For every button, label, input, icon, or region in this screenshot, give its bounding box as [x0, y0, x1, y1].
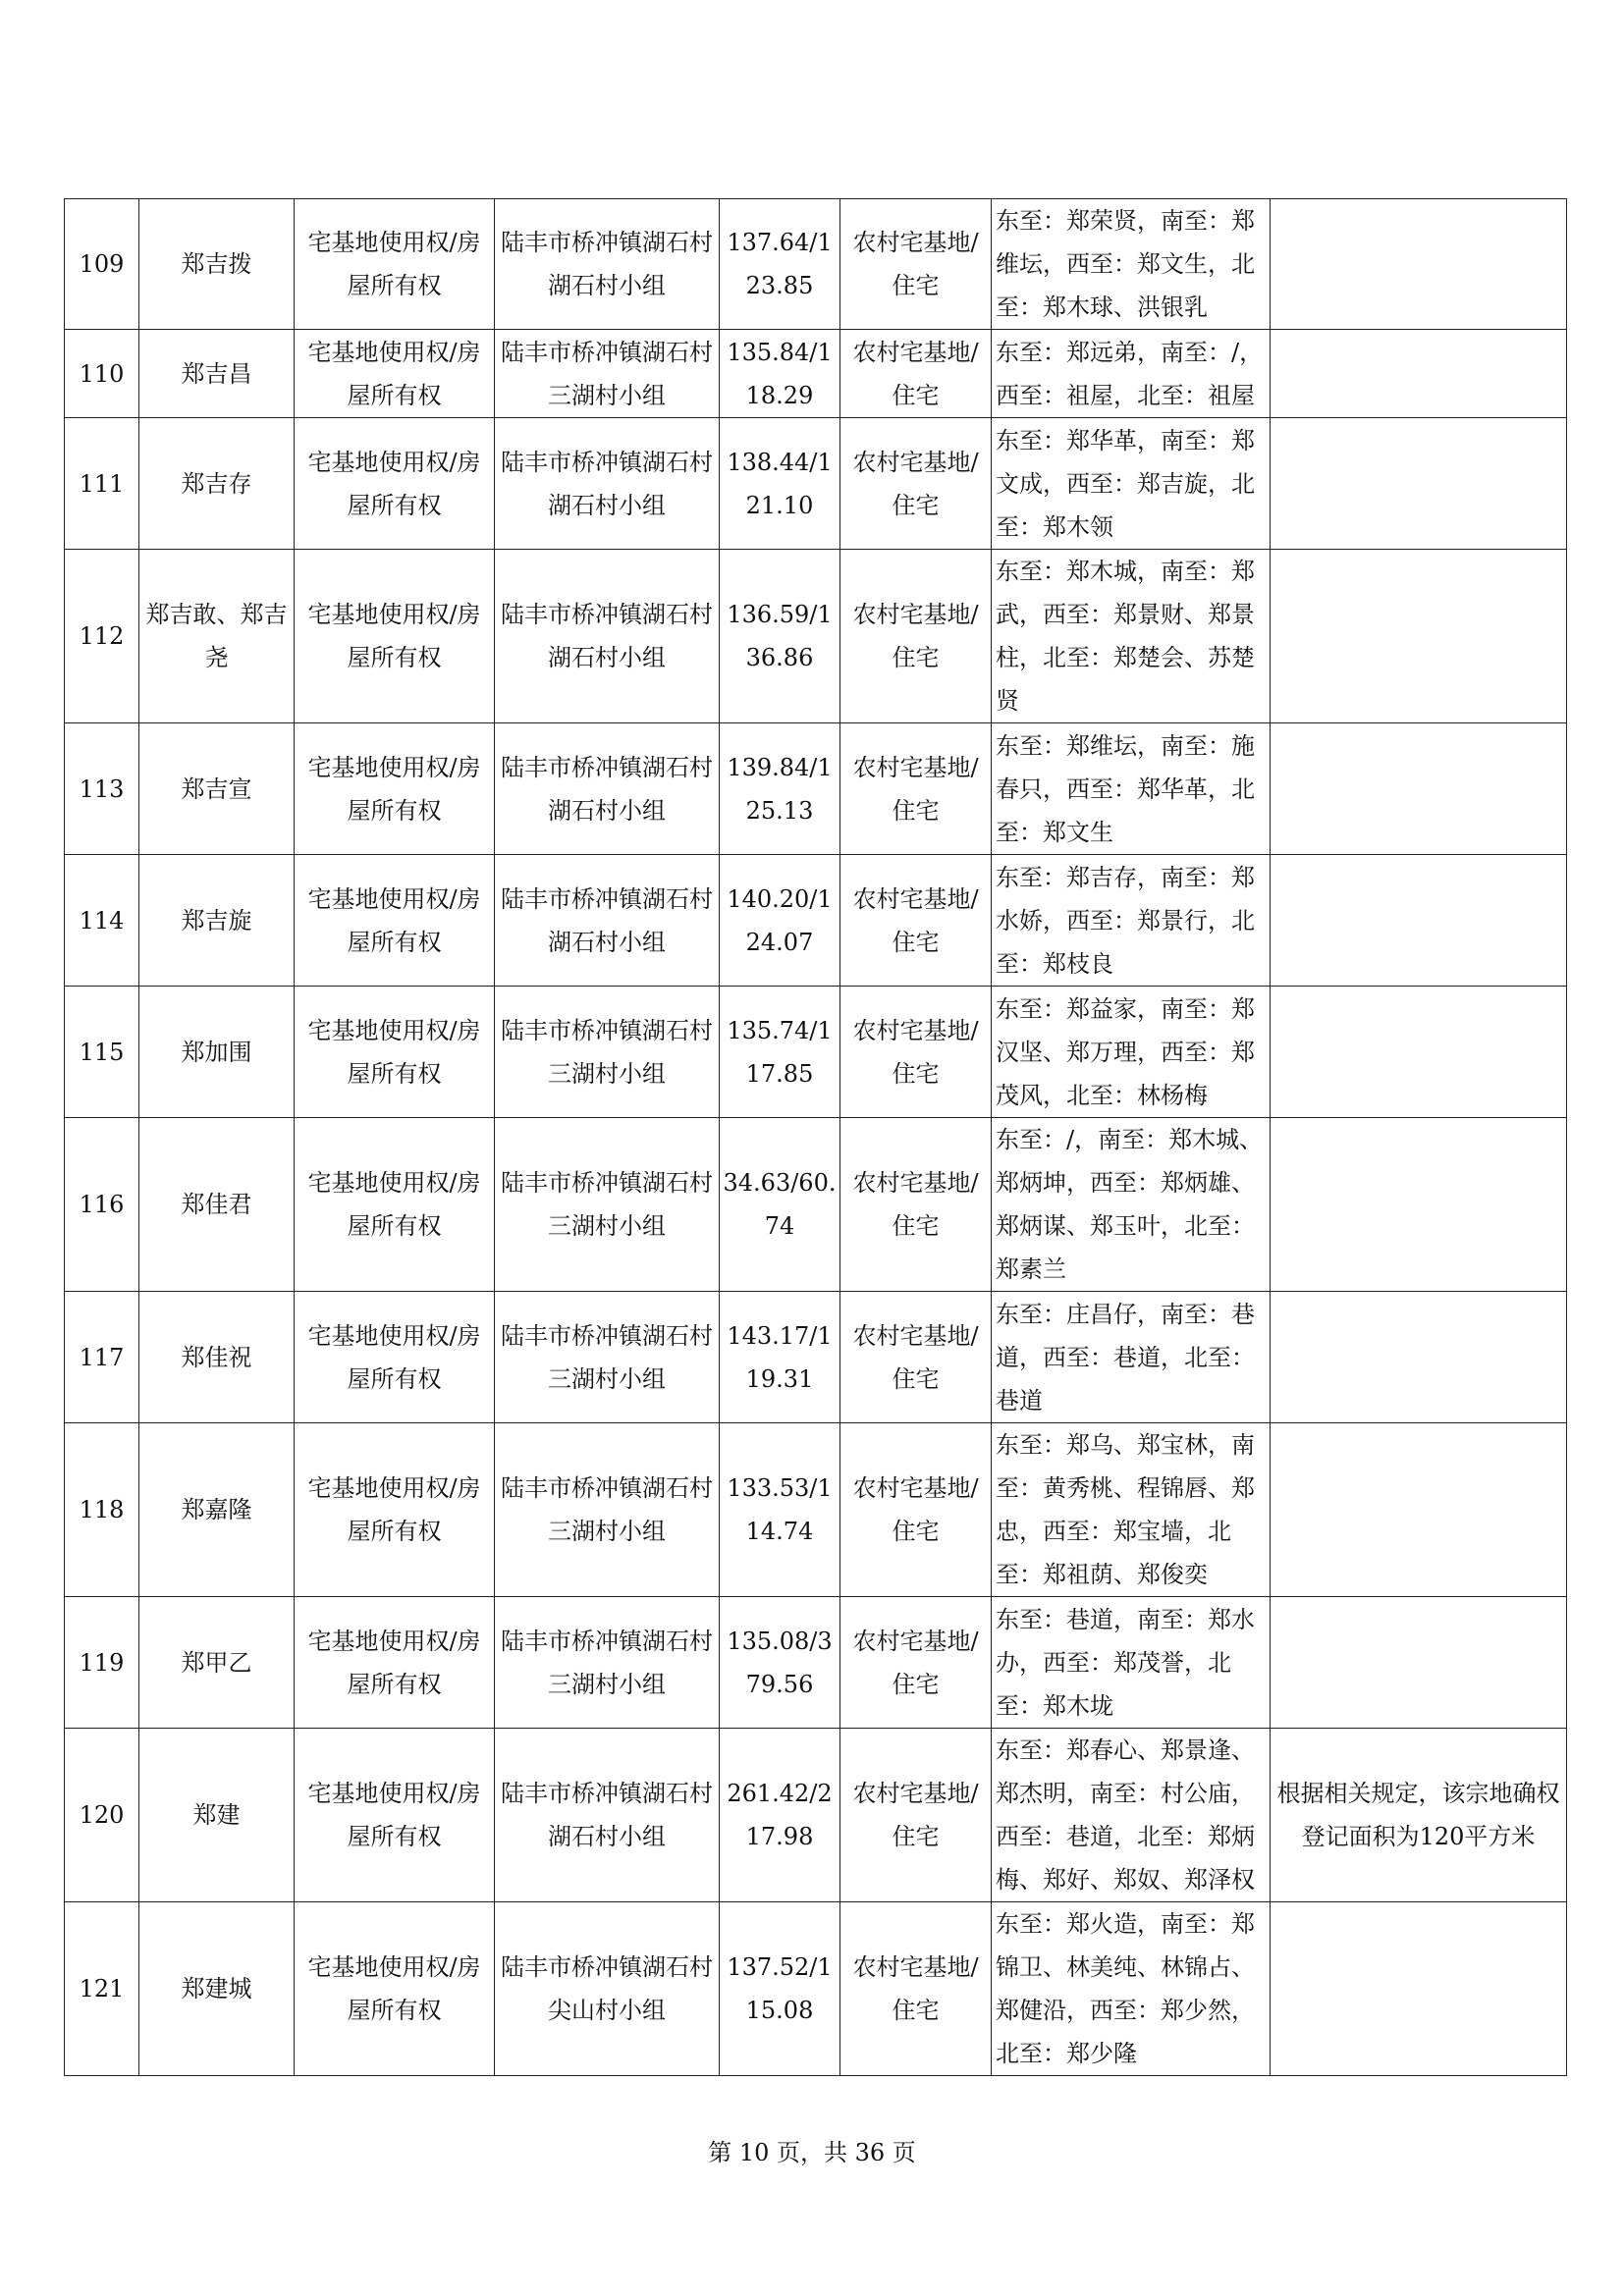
- row-number-cell: 109: [65, 199, 139, 330]
- remark-cell: [1271, 987, 1567, 1118]
- area-value-cell: 137.64/123.85: [720, 199, 840, 330]
- land-location-cell: 陆丰市桥冲镇湖石村湖石村小组: [495, 550, 720, 723]
- remark-cell: [1271, 199, 1567, 330]
- row-number-cell: 111: [65, 418, 139, 550]
- right-type-cell: 宅基地使用权/房屋所有权: [295, 987, 495, 1118]
- right-type-cell: 宅基地使用权/房屋所有权: [295, 199, 495, 330]
- table-row: [65, 1902, 1567, 2076]
- row-number-cell: 118: [65, 1423, 139, 1597]
- table-row: [65, 1423, 1567, 1597]
- owner-name-cell: 郑佳君: [139, 1118, 295, 1292]
- table-row: [65, 1292, 1567, 1423]
- land-location-cell: 陆丰市桥冲镇湖石村湖石村小组: [495, 418, 720, 550]
- row-number-cell: 119: [65, 1597, 139, 1729]
- area-value-cell: 135.84/118.29: [720, 330, 840, 418]
- table-row: [65, 1729, 1567, 1902]
- land-location-cell: 陆丰市桥冲镇湖石村三湖村小组: [495, 1597, 720, 1729]
- area-value-cell: 137.52/115.08: [720, 1902, 840, 2076]
- area-value-cell: 138.44/121.10: [720, 418, 840, 550]
- land-location-cell: 陆丰市桥冲镇湖石村湖石村小组: [495, 855, 720, 987]
- table-row: [65, 550, 1567, 723]
- owner-name-cell: 郑吉拨: [139, 199, 295, 330]
- area-value-cell: 261.42/217.98: [720, 1729, 840, 1902]
- boundaries-cell: 东至：庄昌仔，南至：巷道，西至：巷道，北至：巷道: [992, 1292, 1271, 1423]
- remark-cell: [1271, 1902, 1567, 2076]
- row-number-cell: 112: [65, 550, 139, 723]
- page-footer: 第 10 页，共 36 页: [708, 2139, 916, 2166]
- table-row: [65, 987, 1567, 1118]
- land-usage-cell: 农村宅基地/住宅: [840, 330, 992, 418]
- right-type-cell: 宅基地使用权/房屋所有权: [295, 1597, 495, 1729]
- owner-name-cell: 郑吉宣: [139, 723, 295, 855]
- area-value-cell: 143.17/119.31: [720, 1292, 840, 1423]
- land-location-cell: 陆丰市桥冲镇湖石村三湖村小组: [495, 1292, 720, 1423]
- right-type-cell: 宅基地使用权/房屋所有权: [295, 1292, 495, 1423]
- owner-name-cell: 郑嘉隆: [139, 1423, 295, 1597]
- owner-name-cell: 郑加围: [139, 987, 295, 1118]
- right-type-cell: 宅基地使用权/房屋所有权: [295, 723, 495, 855]
- owner-name-cell: 郑甲乙: [139, 1597, 295, 1729]
- row-number-cell: 113: [65, 723, 139, 855]
- remark-cell: [1271, 723, 1567, 855]
- right-type-cell: 宅基地使用权/房屋所有权: [295, 1729, 495, 1902]
- area-value-cell: 135.74/117.85: [720, 987, 840, 1118]
- owner-name-cell: 郑建: [139, 1729, 295, 1902]
- right-type-cell: 宅基地使用权/房屋所有权: [295, 330, 495, 418]
- row-number-cell: 110: [65, 330, 139, 418]
- remark-cell: [1271, 1597, 1567, 1729]
- owner-name-cell: 郑建城: [139, 1902, 295, 2076]
- right-type-cell: 宅基地使用权/房屋所有权: [295, 1423, 495, 1597]
- land-location-cell: 陆丰市桥冲镇湖石村三湖村小组: [495, 1118, 720, 1292]
- table-row: [65, 1118, 1567, 1292]
- boundaries-cell: 东至：郑华革，南至：郑文成，西至：郑吉旋，北至：郑木领: [992, 418, 1271, 550]
- right-type-cell: 宅基地使用权/房屋所有权: [295, 1902, 495, 2076]
- land-usage-cell: 农村宅基地/住宅: [840, 987, 992, 1118]
- right-type-cell: 宅基地使用权/房屋所有权: [295, 1118, 495, 1292]
- owner-name-cell: 郑佳祝: [139, 1292, 295, 1423]
- area-value-cell: 136.59/136.86: [720, 550, 840, 723]
- boundaries-cell: 东至：巷道，南至：郑水办，西至：郑茂誉，北至：郑木垅: [992, 1597, 1271, 1729]
- boundaries-cell: 东至：郑远弟，南至：/，西至：祖屋，北至：祖屋: [992, 330, 1271, 418]
- owner-name-cell: 郑吉存: [139, 418, 295, 550]
- area-value-cell: 140.20/124.07: [720, 855, 840, 987]
- land-usage-cell: 农村宅基地/住宅: [840, 1902, 992, 2076]
- area-value-cell: 34.63/60.74: [720, 1118, 840, 1292]
- boundaries-cell: 东至：郑春心、郑景逢、郑杰明，南至：村公庙，西至：巷道，北至：郑炳梅、郑好、郑奴、郑泽权: [992, 1729, 1271, 1902]
- land-rights-table: [64, 198, 1567, 2076]
- row-number-cell: 121: [65, 1902, 139, 2076]
- owner-name-cell: 郑吉敢、郑吉尧: [139, 550, 295, 723]
- land-usage-cell: 农村宅基地/住宅: [840, 1729, 992, 1902]
- boundaries-cell: 东至：郑木城，南至：郑武，西至：郑景财、郑景柱，北至：郑楚会、苏楚贤: [992, 550, 1271, 723]
- land-usage-cell: 农村宅基地/住宅: [840, 418, 992, 550]
- remark-cell: [1271, 1423, 1567, 1597]
- area-value-cell: 135.08/379.56: [720, 1597, 840, 1729]
- area-value-cell: 133.53/114.74: [720, 1423, 840, 1597]
- land-location-cell: 陆丰市桥冲镇湖石村三湖村小组: [495, 1423, 720, 1597]
- table-body: [65, 199, 1567, 2076]
- land-location-cell: 陆丰市桥冲镇湖石村尖山村小组: [495, 1902, 720, 2076]
- row-number-cell: 120: [65, 1729, 139, 1902]
- land-usage-cell: 农村宅基地/住宅: [840, 1118, 992, 1292]
- right-type-cell: 宅基地使用权/房屋所有权: [295, 855, 495, 987]
- table-row: [65, 330, 1567, 418]
- land-usage-cell: 农村宅基地/住宅: [840, 723, 992, 855]
- remark-cell: [1271, 330, 1567, 418]
- land-usage-cell: 农村宅基地/住宅: [840, 199, 992, 330]
- remark-cell: [1271, 550, 1567, 723]
- right-type-cell: 宅基地使用权/房屋所有权: [295, 418, 495, 550]
- right-type-cell: 宅基地使用权/房屋所有权: [295, 550, 495, 723]
- owner-name-cell: 郑吉旋: [139, 855, 295, 987]
- land-usage-cell: 农村宅基地/住宅: [840, 855, 992, 987]
- table-row: [65, 855, 1567, 987]
- land-location-cell: 陆丰市桥冲镇湖石村三湖村小组: [495, 987, 720, 1118]
- land-usage-cell: 农村宅基地/住宅: [840, 1597, 992, 1729]
- remark-cell: [1271, 855, 1567, 987]
- area-value-cell: 139.84/125.13: [720, 723, 840, 855]
- remark-cell: 根据相关规定，该宗地确权登记面积为120平方米: [1271, 1729, 1567, 1902]
- owner-name-cell: 郑吉昌: [139, 330, 295, 418]
- boundaries-cell: 东至：/，南至：郑木城、郑炳坤，西至：郑炳雄、郑炳谋、郑玉叶，北至：郑素兰: [992, 1118, 1271, 1292]
- boundaries-cell: 东至：郑益家，南至：郑汉坚、郑万理，西至：郑茂风，北至：林杨梅: [992, 987, 1271, 1118]
- land-usage-cell: 农村宅基地/住宅: [840, 550, 992, 723]
- row-number-cell: 117: [65, 1292, 139, 1423]
- row-number-cell: 115: [65, 987, 139, 1118]
- row-number-cell: 116: [65, 1118, 139, 1292]
- table-row: [65, 1597, 1567, 1729]
- land-usage-cell: 农村宅基地/住宅: [840, 1423, 992, 1597]
- boundaries-cell: 东至：郑乌、郑宝林，南至：黄秀桃、程锦唇、郑忠，西至：郑宝墙，北至：郑祖荫、郑俊奕: [992, 1423, 1271, 1597]
- remark-cell: [1271, 418, 1567, 550]
- remark-cell: [1271, 1118, 1567, 1292]
- remark-cell: [1271, 1292, 1567, 1423]
- land-location-cell: 陆丰市桥冲镇湖石村湖石村小组: [495, 723, 720, 855]
- boundaries-cell: 东至：郑吉存，南至：郑水娇，西至：郑景行，北至：郑枝良: [992, 855, 1271, 987]
- land-usage-cell: 农村宅基地/住宅: [840, 1292, 992, 1423]
- boundaries-cell: 东至：郑火造，南至：郑锦卫、林美纯、林锦占、郑健沿，西至：郑少然，北至：郑少隆: [992, 1902, 1271, 2076]
- table-row: [65, 418, 1567, 550]
- boundaries-cell: 东至：郑荣贤，南至：郑维坛，西至：郑文生，北至：郑木球、洪银乳: [992, 199, 1271, 330]
- table-row: [65, 723, 1567, 855]
- land-location-cell: 陆丰市桥冲镇湖石村湖石村小组: [495, 199, 720, 330]
- land-location-cell: 陆丰市桥冲镇湖石村湖石村小组: [495, 1729, 720, 1902]
- land-location-cell: 陆丰市桥冲镇湖石村三湖村小组: [495, 330, 720, 418]
- row-number-cell: 114: [65, 855, 139, 987]
- table-row: [65, 199, 1567, 330]
- boundaries-cell: 东至：郑维坛，南至：施春只，西至：郑华革，北至：郑文生: [992, 723, 1271, 855]
